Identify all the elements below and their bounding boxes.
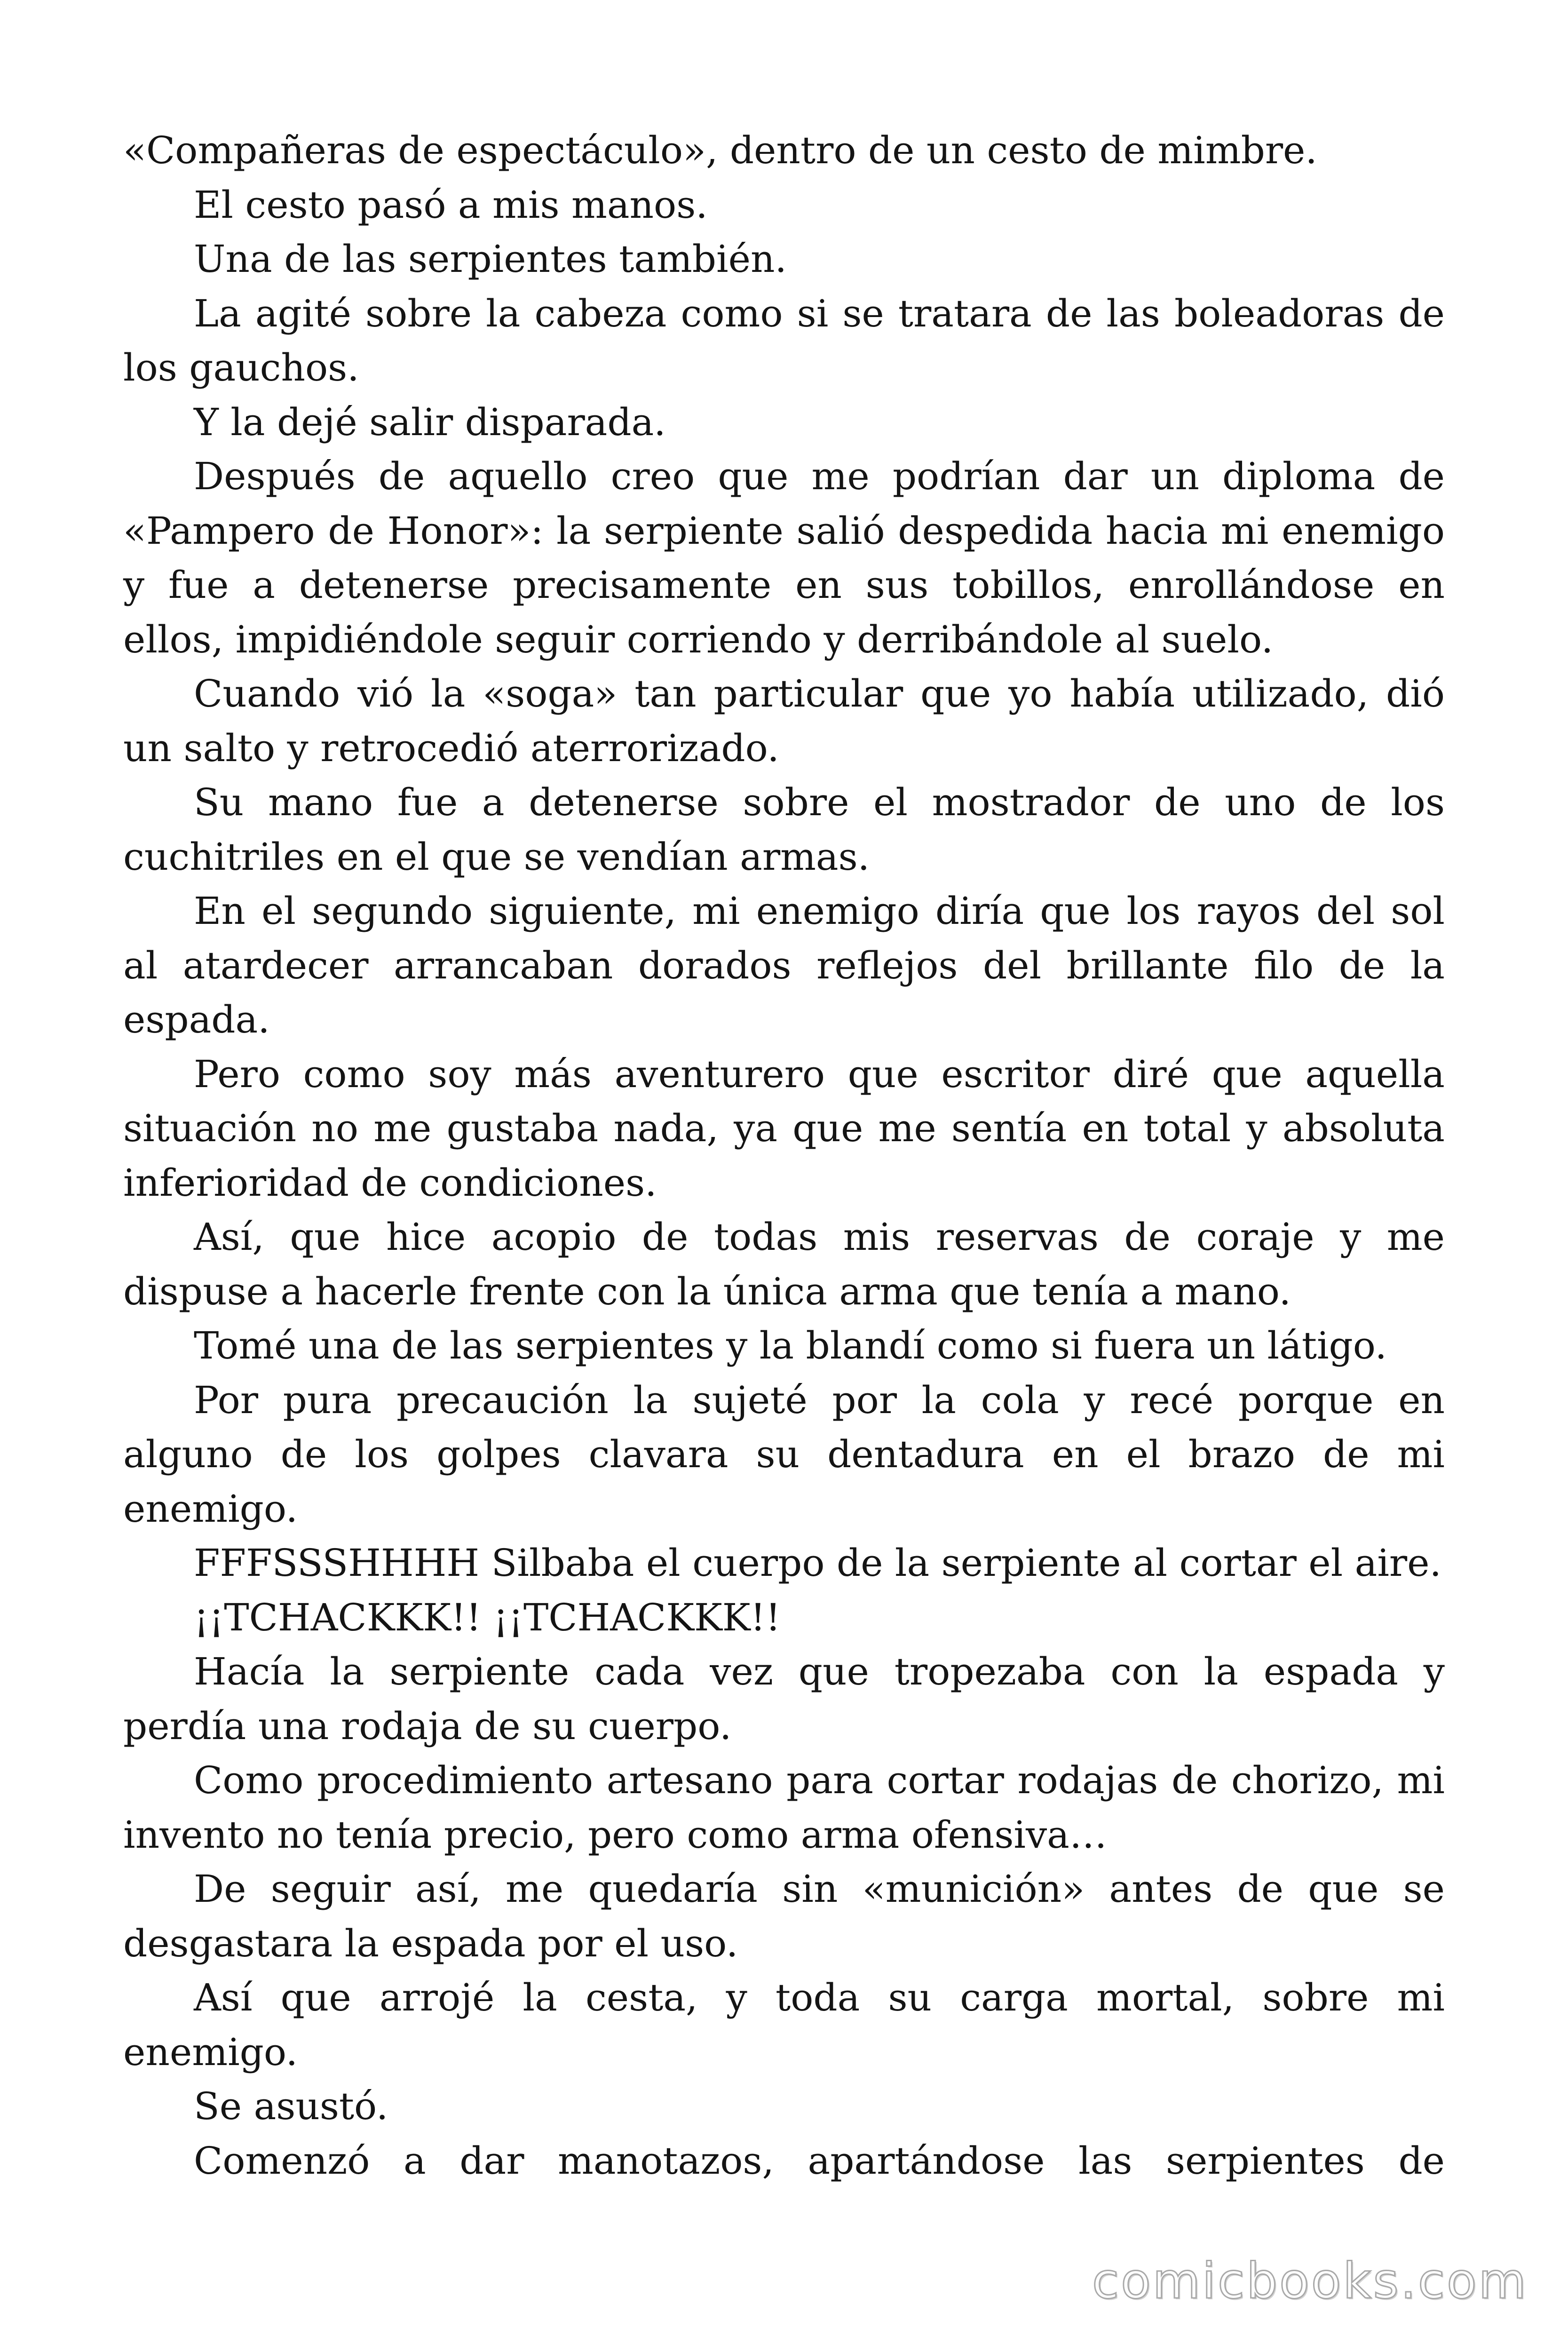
paragraph: Así que arrojé la cesta, y toda su carga mortal, sobre mi enemigo. (123, 1976, 1445, 2074)
paragraph: Su mano fue a detenerse sobre el mostrador de uno de los cuchitriles en el que se vendían armas. (123, 780, 1445, 879)
paragraph: Se asustó. (194, 2084, 388, 2128)
paragraph: Cuando vió la «soga» tan particular que yo había utilizado, dió un salto y retrocedió aterrorizado. (123, 672, 1445, 770)
paragraph: Y la dejé salir disparada. (194, 400, 666, 444)
paragraph: Después de aquello creo que me podrían dar un diploma de «Pampero de Honor»: la serpiente salió despedida hacia mi enemigo y fue a detenerse precisamente en sus tobillos, enrollándose en ellos, impidiéndole seguir corriendo y derribándole al suelo. (123, 454, 1445, 661)
paragraph: FFFSSSHHHH Silbaba el cuerpo de la serpiente al cortar el aire. (194, 1541, 1441, 1585)
book-page-text (123, 123, 1445, 2188)
paragraph: Hacía la serpiente cada vez que tropezaba con la espada y perdía una rodaja de su cuerpo. (123, 1650, 1445, 1748)
paragraph: Tomé una de las serpientes y la blandí como si fuera un látigo. (194, 1324, 1387, 1367)
watermark-logo: comicbooks.com (1092, 2252, 1528, 2310)
paragraph: Pero como soy más aventurero que escritor diré que aquella situación no me gustaba nada, ya que me sentía en total y absoluta inferioridad de condiciones. (123, 1052, 1445, 1205)
paragraph: Como procedimiento artesano para cortar rodajas de chorizo, mi invento no tenía precio, pero como arma ofensiva… (123, 1758, 1445, 1857)
paragraph: En el segundo siguiente, mi enemigo diría que los rayos del sol al atardecer arrancaban dorados reflejos del brillante filo de la espada. (123, 889, 1445, 1041)
paragraph: De seguir así, me quedaría sin «munición» antes de que se desgastara la espada por el uso. (123, 1867, 1445, 1965)
paragraph: «Compañeras de espectáculo», dentro de un cesto de mimbre. (123, 128, 1317, 172)
paragraph: Así, que hice acopio de todas mis reservas de coraje y me dispuse a hacerle frente con la única arma que tenía a mano. (123, 1215, 1445, 1313)
paragraph: ¡¡TCHACKKK!! ¡¡TCHACKKK!! (194, 1595, 781, 1639)
paragraph: Una de las serpientes también. (194, 237, 787, 281)
paragraph: La agité sobre la cabeza como si se tratara de las boleadoras de los gauchos. (123, 291, 1445, 389)
paragraph: Por pura precaución la sujeté por la cola y recé porque en alguno de los golpes clavara su dentadura en el brazo de mi enemigo. (123, 1378, 1445, 1531)
paragraph: El cesto pasó a mis manos. (194, 183, 708, 227)
paragraph: Comenzó a dar manotazos, apartándose las serpientes de (194, 2138, 1445, 2183)
